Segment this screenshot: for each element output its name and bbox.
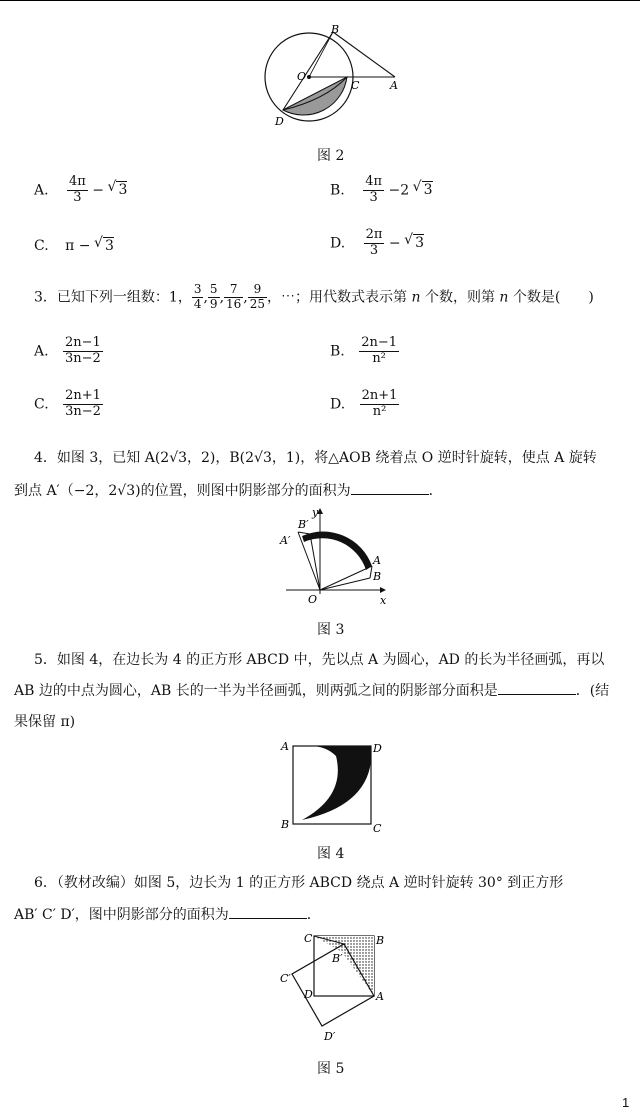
option-radical: √ 3 bbox=[422, 181, 433, 198]
option-lead: π − bbox=[65, 238, 91, 254]
fraction-denominator: n² bbox=[372, 403, 387, 419]
option-tail: − bbox=[388, 235, 401, 252]
q5-end: ．(结 bbox=[575, 683, 610, 699]
fraction-denominator: 3 bbox=[369, 242, 379, 258]
option-letter: A. bbox=[34, 343, 49, 360]
option-radical: √ 3 bbox=[116, 181, 127, 198]
label-B-prime: B′ bbox=[298, 518, 309, 531]
figure-4-diagram bbox=[276, 736, 388, 834]
label-A-prime: A′ bbox=[280, 534, 291, 547]
label-A: A bbox=[376, 990, 384, 1003]
fraction-numerator: 4π bbox=[365, 174, 383, 189]
label-A: A bbox=[373, 554, 381, 567]
page-number: 1 bbox=[622, 1095, 630, 1110]
question-5-line-3: 果保留 π) bbox=[14, 714, 76, 730]
q3-option-a[interactable] bbox=[34, 336, 103, 367]
fraction-denominator: 4 bbox=[193, 296, 202, 311]
label-B: B bbox=[373, 570, 382, 583]
option-letter: B. bbox=[330, 343, 345, 360]
option-letter: B. bbox=[330, 182, 345, 199]
option-letter: A. bbox=[34, 182, 49, 199]
fraction-denominator: 3n−2 bbox=[65, 350, 101, 366]
question-6-line-1: 6．（教材改编）如图 5，边长为 1 的正方形 ABCD 绕点 A 逆时针旋转 30° 到正方形 bbox=[34, 875, 564, 891]
figure-3-caption: 图 3 bbox=[317, 622, 345, 638]
fraction-numerator: 2n+1 bbox=[361, 388, 398, 403]
fraction-numerator: 3 bbox=[193, 282, 202, 296]
label-B: B bbox=[331, 23, 340, 36]
fraction-denominator: n² bbox=[372, 350, 386, 366]
q3-variable-n: n bbox=[411, 289, 421, 306]
option-radical: √ 3 bbox=[103, 237, 114, 254]
fraction-denominator: 9 bbox=[209, 296, 218, 311]
q3-variable-n: n bbox=[499, 289, 509, 306]
fraction-denominator: 3 bbox=[369, 189, 378, 205]
fraction-numerator: 2n+1 bbox=[65, 388, 101, 403]
option-letter: C. bbox=[34, 238, 49, 254]
question-6-line-2 bbox=[14, 904, 321, 924]
label-D: D bbox=[373, 742, 382, 755]
fraction-denominator: 3n−2 bbox=[65, 403, 101, 419]
q2-option-b[interactable] bbox=[330, 175, 433, 206]
fraction-numerator: 5 bbox=[209, 282, 218, 296]
figure-3-diagram bbox=[262, 506, 392, 610]
figure-4-caption: 图 4 bbox=[317, 846, 345, 862]
figure-5-diagram bbox=[272, 928, 400, 1050]
label-D-prime: D′ bbox=[324, 1030, 336, 1043]
q5-text: AB 边的中点为圆心，AB 长的一半为半径画弧，则两弧之间的阴影部分面积是 bbox=[14, 683, 498, 699]
fraction-denominator: 25 bbox=[249, 296, 266, 311]
label-C-prime: C′ bbox=[280, 972, 291, 985]
label-B-prime: B′ bbox=[332, 952, 343, 965]
label-C: C bbox=[373, 822, 382, 834]
question-5-line-1: 5．如图 4，在边长为 4 的正方形 ABCD 中，先以点 A 为圆心，AD 的长为半径画弧，再以 bbox=[34, 652, 605, 668]
figure-2-diagram bbox=[255, 22, 415, 132]
fraction-numerator: 9 bbox=[248, 283, 267, 298]
option-tail: − bbox=[92, 182, 105, 199]
label-B: B bbox=[376, 934, 385, 947]
fraction-denominator: 3 bbox=[73, 189, 82, 205]
label-D: D bbox=[304, 988, 313, 1001]
q3-suffix-c: 个数是( ) bbox=[512, 289, 594, 306]
fraction-denominator: 16 bbox=[226, 296, 242, 311]
option-tail: −2 bbox=[388, 182, 410, 199]
question-5-line-2 bbox=[14, 680, 609, 700]
question-4-line-1: 4．如图 3，已知 A(2√3，2)，B(2√3，1)，将△AOB 绕着点 O 逆时针旋转，使点 A 旋转 bbox=[34, 450, 597, 466]
q4-text: 到点 A′（−2，2√3)的位置，则图中阴影部分的面积为 bbox=[14, 483, 351, 499]
q3-suffix-b: 个数，则第 bbox=[424, 289, 495, 306]
fraction-numerator: 4π bbox=[69, 174, 86, 189]
option-letter: C. bbox=[34, 396, 49, 413]
label-D: D bbox=[275, 115, 284, 128]
label-O: O bbox=[297, 70, 307, 83]
option-letter: D. bbox=[330, 235, 346, 252]
label-x: x bbox=[380, 594, 387, 607]
option-radical: √ 3 bbox=[413, 234, 424, 251]
answer-blank[interactable] bbox=[351, 482, 429, 495]
q6-text: AB′ C′ D′，图中阴影部分的面积为 bbox=[14, 907, 229, 923]
fraction-numerator: 2π bbox=[365, 227, 383, 242]
label-y: y bbox=[312, 506, 319, 519]
q3-prefix: 3．已知下列一组数：1， bbox=[34, 289, 192, 306]
answer-blank[interactable] bbox=[498, 682, 576, 695]
q4-end: ． bbox=[428, 483, 443, 499]
label-C: C bbox=[351, 79, 360, 92]
label-A: A bbox=[281, 740, 289, 753]
figure-5-caption: 图 5 bbox=[317, 1061, 345, 1077]
q3-suffix-a: ，⋯；用代数式表示第 bbox=[267, 289, 408, 306]
label-C: C bbox=[304, 932, 313, 945]
q3-option-b[interactable] bbox=[330, 336, 399, 367]
question-4-line-2 bbox=[14, 480, 443, 500]
q3-option-d[interactable] bbox=[330, 389, 399, 420]
fraction-numerator: 2n−1 bbox=[361, 335, 398, 350]
option-letter: D. bbox=[330, 396, 346, 413]
answer-blank[interactable] bbox=[229, 906, 307, 919]
figure-2-caption: 图 2 bbox=[317, 148, 345, 164]
question-3-stem: 3．已知下列一组数：1， $\frac{3}{4}$ , $\frac{5}{9}$ , $\frac{7}{16}$ , $\frac{9}{25}$ ，⋯；用代数式表示第 n 个数，则第 n 个数是( ) bbox=[34, 282, 594, 311]
q3-option-c[interactable] bbox=[34, 389, 103, 420]
q2-option-c[interactable] bbox=[34, 237, 114, 254]
figure-4-shaded-region bbox=[302, 746, 371, 820]
q2-option-d[interactable] bbox=[330, 228, 424, 259]
label-A: A bbox=[390, 79, 398, 92]
fraction-numerator: 2n−1 bbox=[65, 335, 101, 350]
q6-end: ． bbox=[306, 907, 321, 923]
label-B: B bbox=[281, 818, 290, 831]
fraction-numerator: 7 bbox=[224, 283, 243, 298]
label-O: O bbox=[308, 593, 318, 606]
q2-option-a[interactable] bbox=[34, 175, 127, 206]
page-top-rule bbox=[0, 0, 640, 1]
